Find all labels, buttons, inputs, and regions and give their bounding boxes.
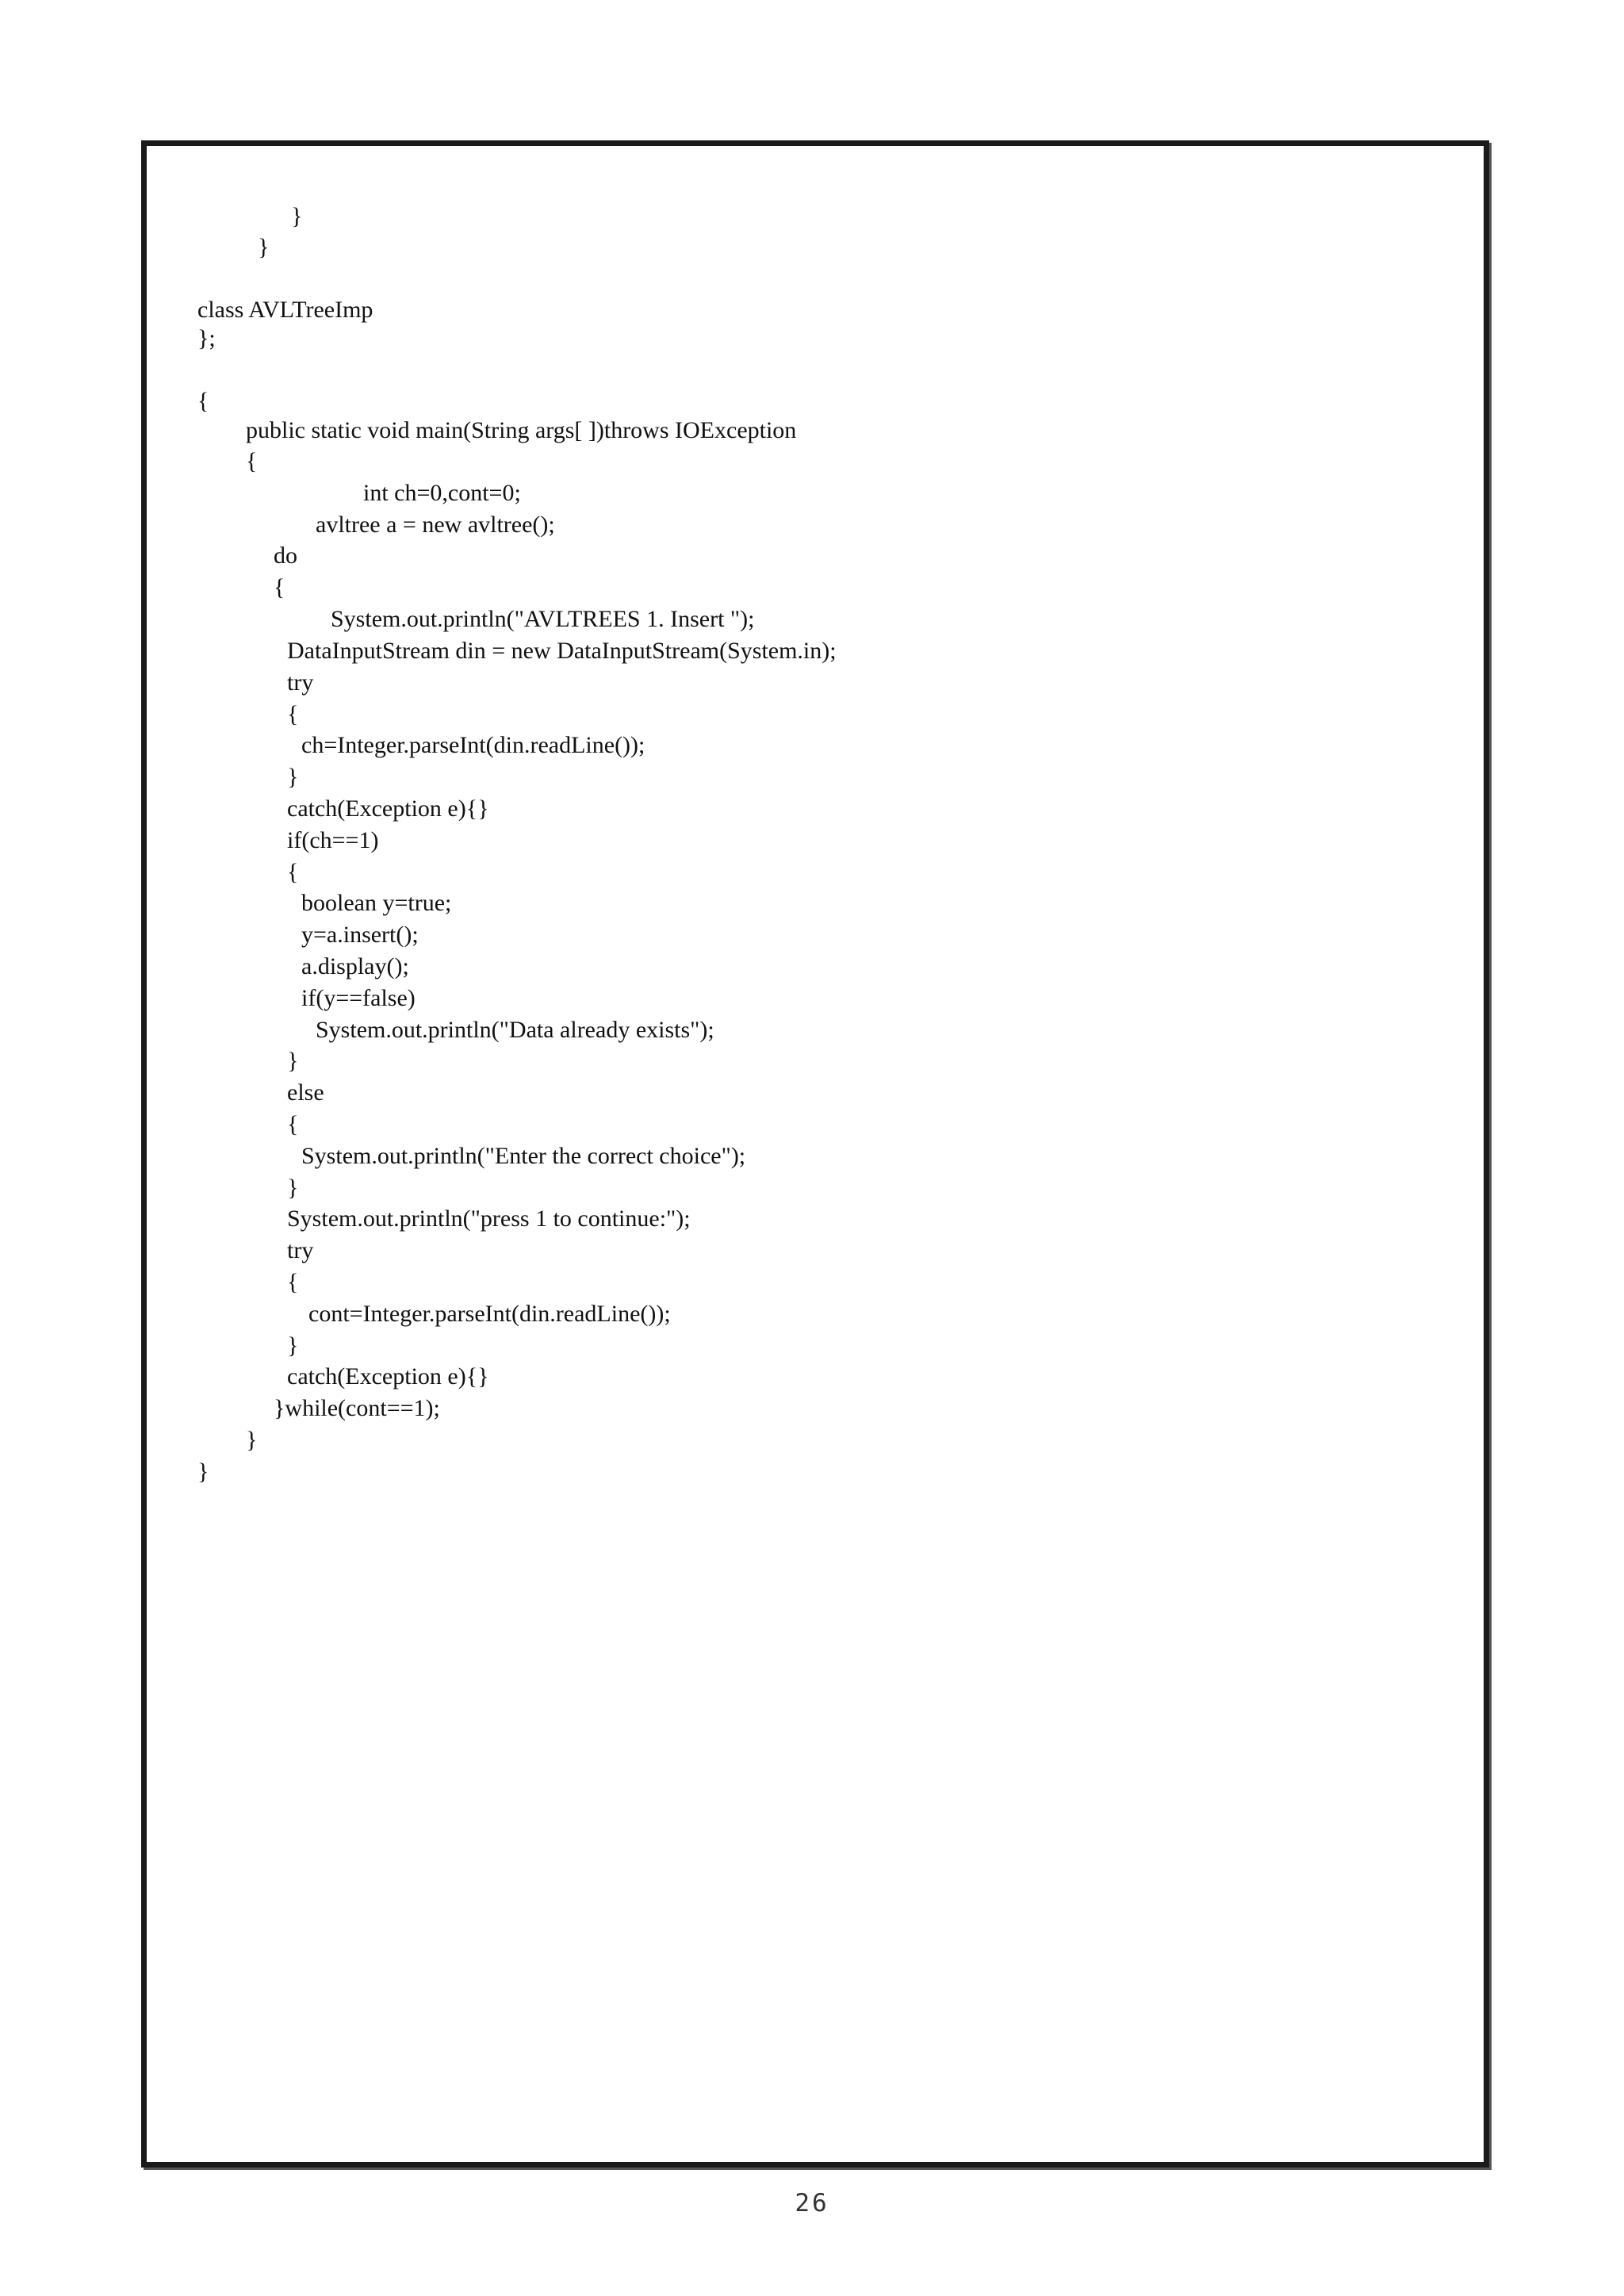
- code-line: System.out.println("press 1 to continue:");: [287, 1205, 691, 1232]
- code-line: };: [197, 325, 216, 351]
- code-line: {: [246, 448, 258, 474]
- code-line: }: [291, 203, 303, 229]
- code-listing: [147, 146, 1484, 2162]
- code-line: catch(Exception e){}: [287, 1363, 489, 1389]
- code-line: }: [258, 234, 270, 260]
- code-line: {: [287, 1111, 299, 1137]
- code-line: }: [287, 764, 299, 790]
- code-line: if(ch==1): [287, 827, 379, 853]
- code-line: {: [287, 859, 299, 885]
- code-line: DataInputStream din = new DataInputStream(System.in);: [287, 638, 837, 664]
- code-line: }: [246, 1427, 258, 1453]
- code-line: }: [287, 1175, 299, 1201]
- code-line: boolean y=true;: [301, 890, 452, 916]
- code-line: {: [287, 1269, 299, 1295]
- code-line: y=a.insert();: [301, 922, 419, 948]
- code-line: else: [287, 1079, 324, 1106]
- code-line: do: [274, 542, 297, 569]
- code-line: System.out.println("Data already exists");: [316, 1017, 714, 1043]
- code-line: {: [197, 388, 209, 414]
- code-line: if(y==false): [301, 985, 416, 1011]
- code-line: }: [197, 1458, 209, 1485]
- code-line: class AVLTreeImp: [197, 297, 373, 323]
- code-line: catch(Exception e){}: [287, 795, 489, 822]
- code-line: System.out.println("AVLTREES 1. Insert ");: [331, 606, 755, 632]
- code-line: try: [287, 1237, 314, 1263]
- code-line: }while(cont==1);: [274, 1395, 440, 1421]
- code-line: }: [287, 1332, 299, 1359]
- code-line: cont=Integer.parseInt(din.readLine());: [308, 1301, 671, 1327]
- code-line: try: [287, 669, 314, 696]
- code-line: int ch=0,cont=0;: [363, 480, 521, 506]
- code-line: }: [287, 1048, 299, 1074]
- code-line: ch=Integer.parseInt(din.readLine());: [301, 732, 645, 758]
- code-line: public static void main(String args[ ])throws IOException: [246, 417, 797, 443]
- code-line: avltree a = new avltree();: [316, 512, 555, 538]
- code-line: {: [274, 574, 285, 600]
- code-line: System.out.println("Enter the correct choice");: [301, 1143, 746, 1169]
- page-border: [141, 140, 1489, 2168]
- code-line: {: [287, 701, 299, 727]
- page-number: 26: [795, 2189, 829, 2217]
- code-line: a.display();: [301, 953, 409, 979]
